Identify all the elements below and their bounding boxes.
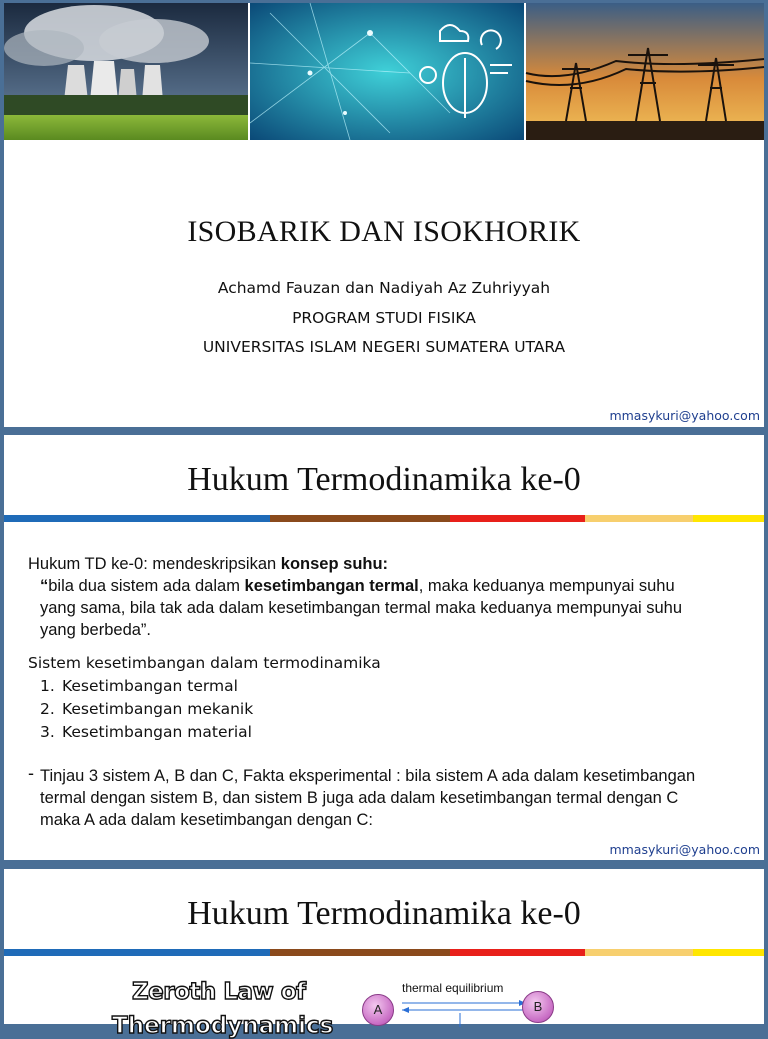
stripe-yellow: [693, 515, 764, 522]
list-number: 2.: [40, 700, 55, 718]
presentation-title: ISOBARIK DAN ISOKHORIK: [187, 215, 581, 248]
stripe-brown: [270, 515, 450, 522]
power-lines-photo: [526, 3, 764, 140]
zeroth-law-heading: Zeroth Law of: [132, 979, 306, 1005]
list-text: Kesetimbangan mekanik: [62, 700, 254, 718]
slide-title: Hukum Termodinamika ke-0: [187, 461, 581, 498]
fact-line-3: maka A ada dalam kesetimbangan dengan C:: [40, 811, 373, 829]
authors: Achamd Fauzan dan Nadiyah Az Zuhriyyah: [217, 279, 551, 297]
color-stripe: [4, 949, 764, 956]
list-item: [40, 677, 238, 695]
stripe-yellow: [693, 949, 764, 956]
stripe-blue: [4, 515, 270, 522]
network-tech-photo: [250, 3, 524, 140]
stripe-peach: [585, 949, 693, 956]
intro-plain: Hukum TD ke-0: mendeskripsikan: [28, 555, 281, 573]
list-item: [40, 700, 253, 718]
equilibrium-arrows: [394, 997, 534, 1027]
stripe-blue: [4, 949, 270, 956]
system-b-node: B: [522, 991, 554, 1023]
quote-line-3: yang berbeda”.: [40, 621, 151, 639]
title-slide: [4, 3, 764, 427]
quote-bold: kesetimbangan termal: [244, 577, 419, 595]
zeroth-law-slide: [4, 435, 764, 860]
stripe-peach: [585, 515, 693, 522]
zeroth-law-heading-2: Thermodynamics: [112, 1013, 334, 1039]
quote-line-1: [40, 576, 675, 597]
intro-text: [28, 554, 388, 575]
fact-line-1: Tinjau 3 sistem A, B dan C, Fakta eksperimental : bila sistem A ada dalam kesetimbangan: [40, 767, 696, 785]
list-item: [40, 723, 252, 741]
list-text: Kesetimbangan termal: [62, 677, 238, 695]
cooling-towers-photo: [4, 3, 248, 140]
stripe-brown: [270, 949, 450, 956]
stripe-red: [450, 515, 585, 522]
slide-title: Hukum Termodinamika ke-0: [187, 895, 581, 932]
university: UNIVERSITAS ISLAM NEGERI SUMATERA UTARA: [202, 338, 566, 356]
list-number: 3.: [40, 723, 55, 741]
contact-email: mmasykuri@yahoo.com: [609, 408, 760, 423]
thermal-equilibrium-label: thermal equilibrium: [402, 981, 504, 995]
color-stripe: [4, 515, 764, 522]
bullet-dash: -: [28, 763, 34, 783]
zeroth-law-diagram-slide: [4, 869, 764, 1039]
list-number: 1.: [40, 677, 55, 695]
quote-text: , maka keduanya mempunyai suhu: [418, 577, 675, 595]
contact-email: mmasykuri@yahoo.com: [609, 842, 760, 857]
list-text: Kesetimbangan material: [62, 723, 252, 741]
system-a-node: A: [362, 994, 394, 1026]
quote-line-2: yang sama, bila tak ada dalam kesetimbangan termal maka keduanya mempunyai suhu: [40, 599, 683, 617]
fact-line-2: termal dengan sistem B, dan sistem B juga ada dalam kesetimbangan termal dengan C: [40, 789, 679, 807]
systems-heading: Sistem kesetimbangan dalam termodinamika: [28, 654, 381, 672]
study-program: PROGRAM STUDI FISIKA: [292, 309, 476, 327]
quote-mark: “: [40, 577, 49, 595]
quote-text: bila dua sistem ada dalam: [48, 577, 245, 595]
stripe-red: [450, 949, 585, 956]
intro-bold: konsep suhu:: [280, 555, 389, 573]
